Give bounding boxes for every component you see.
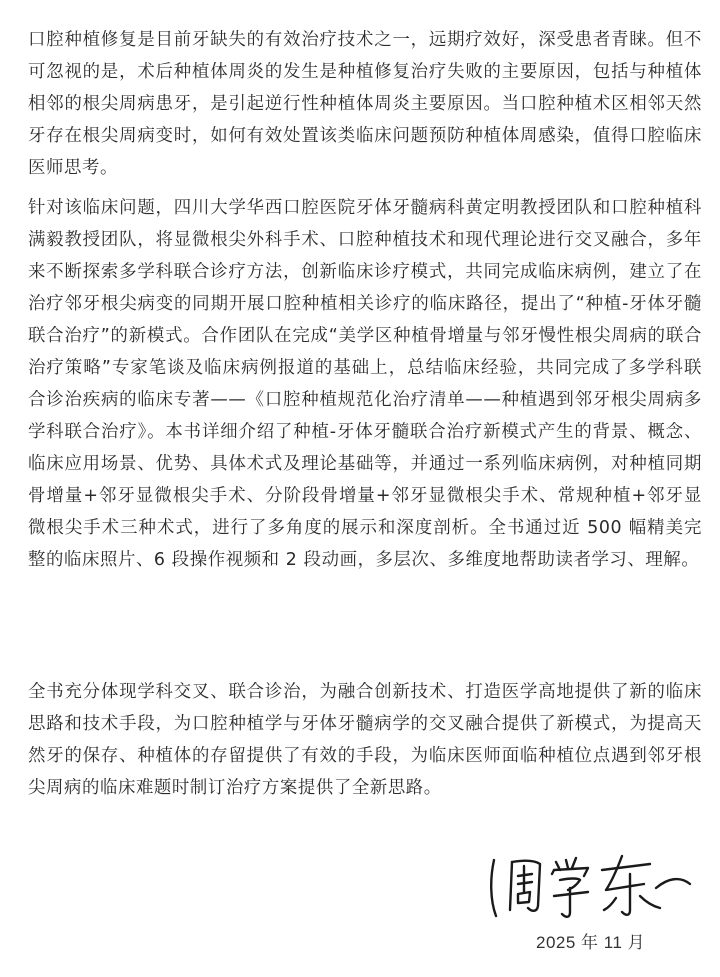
paragraph-2: 针对该临床问题，四川大学华西口腔医院牙体牙髓病科黄定明教授团队和口腔种植科满毅教授团队，将显微根尖外科手术、口腔种植技术和现代理论进行交叉融合，多年来不断探索多学科联合诊疗方法，创新临床诊疗模式，共同完成临床病例，建立了在治疗邻牙根尖病变的同期开展口腔种植相关诊疗的临床路径，提出了“种植-牙体牙髓联合治疗”的新模式。合作团队在完成“美学区种植骨增量与邻牙慢性根尖周病的联合治疗策略”专家笔谈及临床病例报道的基础上，总结临床经验，共同完成了多学科联合诊治疾病的临床专著——《口腔种植规范化治疗清单——种植遇到邻牙根尖周病多学科联合治疗》。本书详细介绍了种植-牙体牙髓联合治疗新模式产生的背景、概念、临床应用场景、优势、具体术式及理论基础等，并通过一系列临床病例，对种植同期骨增量+邻牙显微根尖手术、分阶段骨增量+邻牙显微根尖手术、常规种植+邻牙显微根尖手术三种术式，进行了多角度的展示和深度剖析。全书通过近 500 幅精美完整的临床照片、6 段操作视频和 2 段动画，多层次、多维度地帮助读者学习、理解。 <box>28 198 702 570</box>
paragraph-1: 口腔种植修复是目前牙缺失的有效治疗技术之一，远期疗效好，深受患者青睐。但不可忽视的是，术后种植体周炎的发生是种植修复治疗失败的主要原因，包括与种植体相邻的根尖周病患牙，是引起逆行性种植体周炎主要原因。当口腔种植术区相邻天然牙存在根尖周病变时，如何有效处置该类临床问题预防种植体周感染，值得口腔临床医师思考。 <box>28 30 702 178</box>
signature-date: 2025 年 11 月 <box>536 933 646 952</box>
paragraph-3: 全书充分体现学科交叉、联合诊治，为融合创新技术、打造医学高地提供了新的临床思路和技术手段，为口腔种植学与牙体牙髓病学的交叉融合提供了新模式，为提高天然牙的保存、种植体的存留提供了有效的手段，为临床医师面临种植位点遇到邻牙根尖周病的临床难题时制订治疗方案提供了全新思路。 <box>28 682 702 798</box>
handwritten-signature <box>484 848 698 926</box>
document-body <box>28 24 702 798</box>
